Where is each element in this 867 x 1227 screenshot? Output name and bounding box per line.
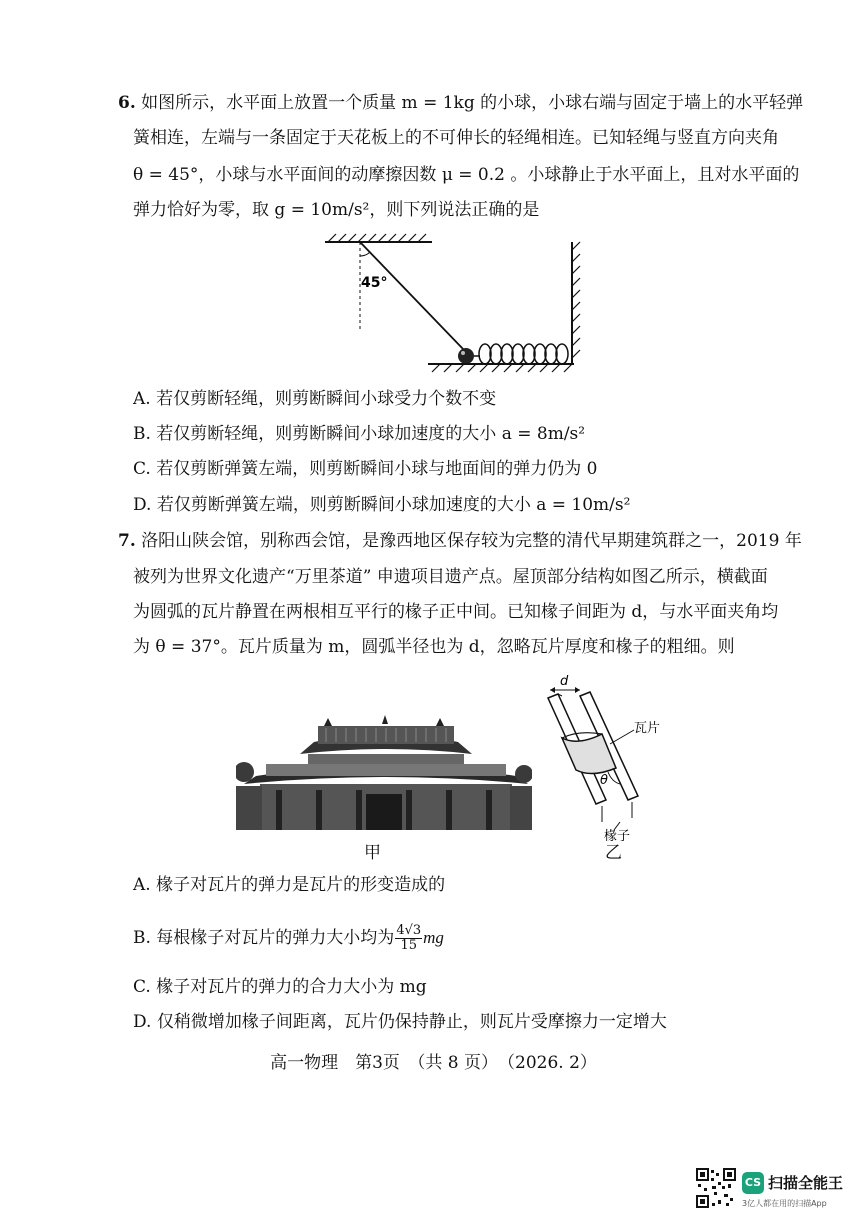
spring xyxy=(474,344,568,364)
q7-option-c: C. 椽子对瓦片的弹力的合力大小为 mg xyxy=(133,977,427,997)
scanner-app-tagline: 3亿人都在用的扫描App xyxy=(742,1199,827,1208)
scanner-app-name: 扫描全能王 xyxy=(768,1174,844,1192)
label-tile: 瓦片 xyxy=(634,721,661,736)
q7-option-b xyxy=(133,924,444,953)
q7-option-d: D. 仅稍微增加椽子间距离，瓦片仍保持静止，则瓦片受摩擦力一定增大 xyxy=(133,1012,667,1032)
rafter-diagram xyxy=(540,672,690,844)
ball xyxy=(458,348,474,364)
label-theta: θ xyxy=(600,773,608,788)
label-rafter: 椽子 xyxy=(604,829,631,844)
q7-option-b-fraction xyxy=(395,924,422,953)
q7-line-3: 为圆弧的瓦片静置在两根相互平行的椽子正中间。已知椽子间距为 d，与水平面夹角均 xyxy=(133,602,779,622)
q6-line-2: 簧相连，左端与一条固定于天花板上的不可伸长的轻绳相连。已知轻绳与竖直方向夹角 xyxy=(133,128,779,148)
angle-label: 45° xyxy=(361,275,388,291)
fig-jia-caption: 甲 xyxy=(364,843,381,863)
floor-hatch xyxy=(432,364,572,372)
fraction-numerator: 4√3 xyxy=(396,923,422,938)
q7-option-b-prefix: B. 每根椽子对瓦片的弹力大小均为 xyxy=(133,928,395,948)
q6-figure xyxy=(320,232,600,380)
q6-line-4: 弹力恰好为零，取 g = 10m/s²，则下列说法正确的是 xyxy=(133,200,540,220)
angle-arc xyxy=(360,252,370,256)
label-d: d xyxy=(560,674,569,689)
q6-number: 6. xyxy=(118,93,136,113)
building-photo xyxy=(236,712,532,830)
q6-option-a: A. 若仅剪断轻绳，则剪断瞬间小球受力个数不变 xyxy=(133,389,497,409)
qr-code xyxy=(696,1168,736,1208)
fraction-denominator: 15 xyxy=(400,938,417,953)
q6-option-d: D. 若仅剪断弹簧左端，则剪断瞬间小球加速度的大小 a = 10m/s² xyxy=(133,495,631,515)
q6-option-c: C. 若仅剪断弹簧左端，则剪断瞬间小球与地面间的弹力仍为 0 xyxy=(133,459,598,479)
q7-line-4: 为 θ = 37°。瓦片质量为 m，圆弧半径也为 d，忽略瓦片厚度和椽子的粗细。则 xyxy=(133,637,735,657)
tile-leader-line xyxy=(610,730,634,744)
q7-line-2: 被列为世界文化遗产“万里茶道” 申遗项目遗产点。屋顶部分结构如图乙所示，横截面 xyxy=(133,567,768,587)
scanner-app-badge: CS xyxy=(742,1172,764,1194)
fig-yi-caption: 乙 xyxy=(605,843,622,863)
ceiling-hatch xyxy=(328,234,426,242)
q7-line-1 xyxy=(118,530,802,552)
page-footer: 高一物理 第3页 （共 8 页） （2026. 2） xyxy=(270,1053,597,1073)
q7-option-a: A. 椽子对瓦片的弹力是瓦片的形变造成的 xyxy=(133,875,446,895)
q6-option-b: B. 若仅剪断轻绳，则剪断瞬间小球加速度的大小 a = 8m/s² xyxy=(133,424,586,444)
wall-hatch xyxy=(572,242,580,358)
rope xyxy=(360,242,464,350)
q7-option-b-suffix: mg xyxy=(423,928,444,947)
q7-number: 7. xyxy=(118,531,136,551)
q6-line-3: θ = 45°，小球与水平面间的动摩擦因数 μ = 0.2 。小球静止于水平面上，且对水平面的 xyxy=(133,165,800,185)
q7-text-1: 洛阳山陕会馆，别称西会馆，是豫西地区保存较为完整的清代早期建筑群之一，2019 年 xyxy=(141,531,802,551)
q6-text-1: 如图所示，水平面上放置一个质量 m = 1kg 的小球，小球右端与固定于墙上的水平轻弹 xyxy=(141,93,804,113)
q6-line-1 xyxy=(118,92,803,114)
